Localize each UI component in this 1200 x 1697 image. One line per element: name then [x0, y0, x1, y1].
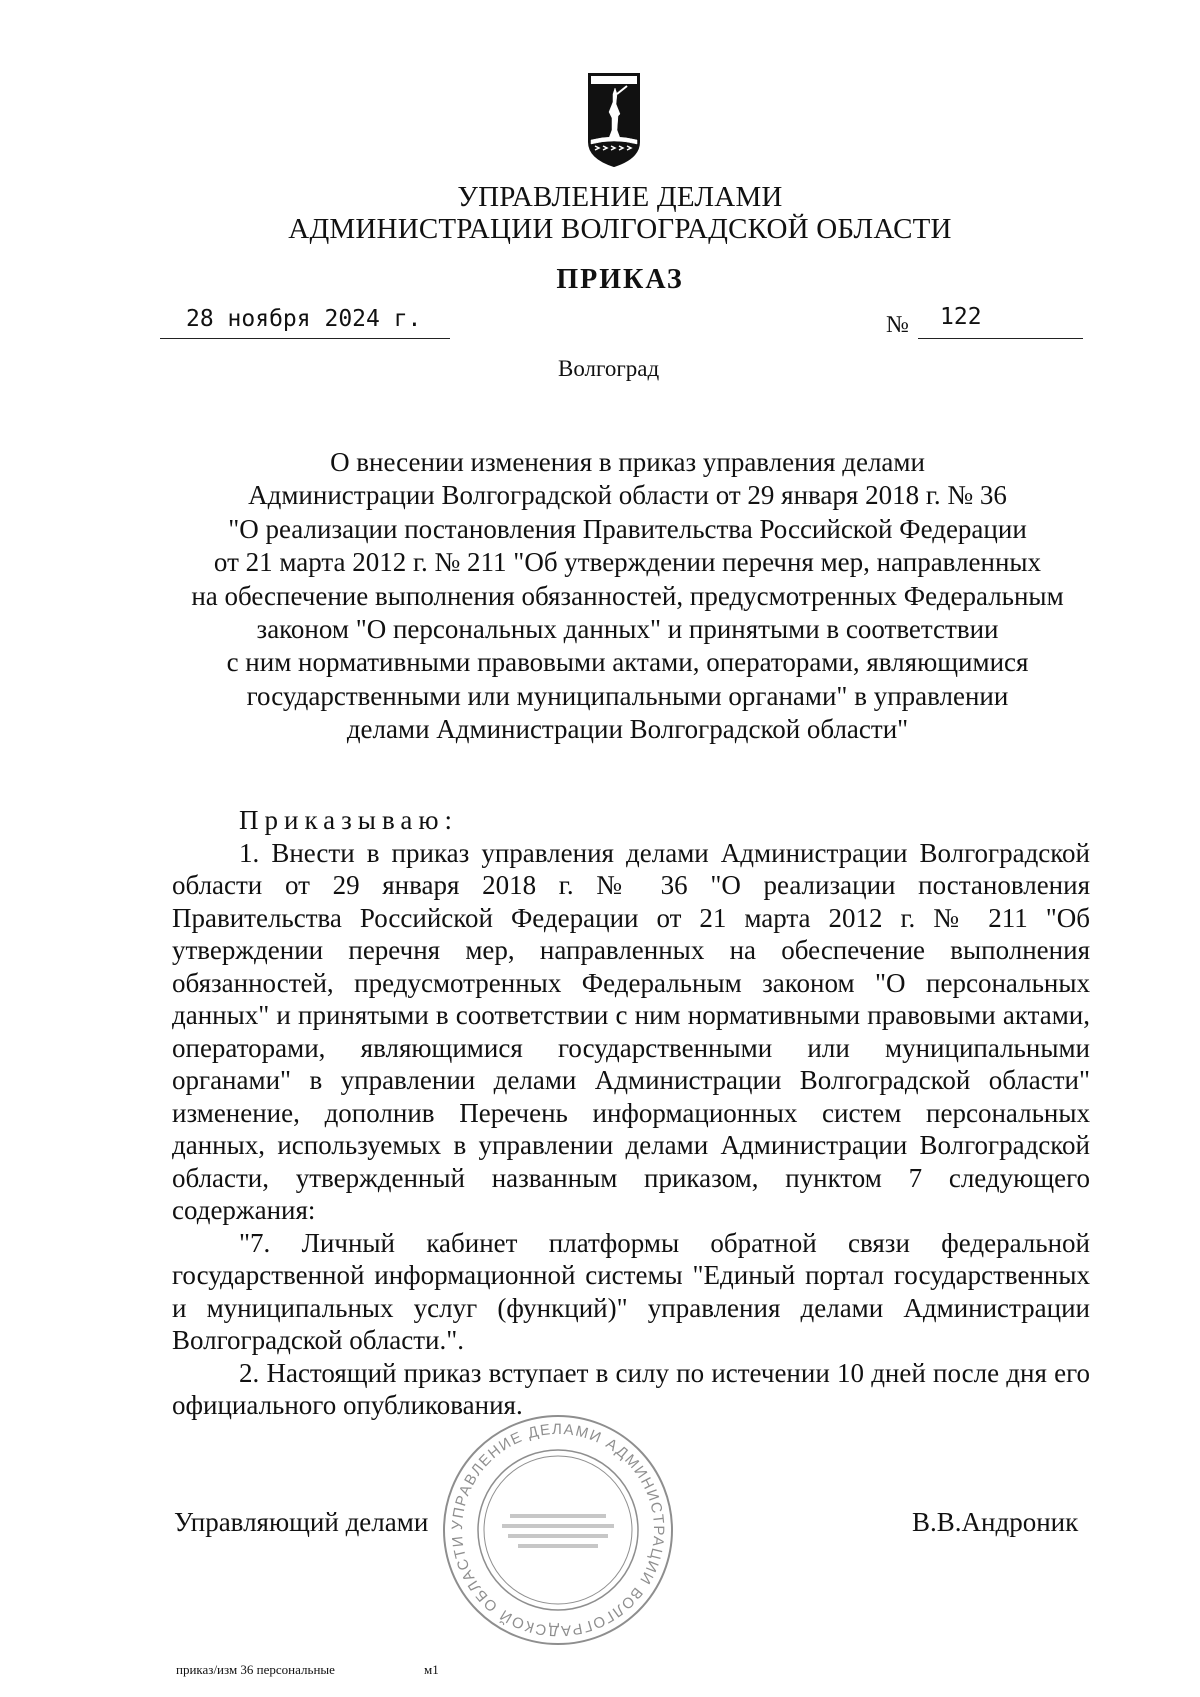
title-line: от 21 марта 2012 г. № 211 "Об утверждении перечня мер, направленных [213, 547, 1042, 578]
paragraph-1: 1. Внести в приказ управления делами Администрации Волгоградской области от 29 января 2018 г. № 36 "О реализации постановления Правительства Российской Федерации от 21 марта 2012 г. № 211 "Об утверждении перечня мер, направленных на обеспечение выполнения обязанностей, предусмотренных Федеральным законом "О персональных данных" и принятыми в соответствии с ним нормативными правовыми актами, операторами, являющимися государственными или муниципальными органами" в управлении делами Администрации Волгоградской области" изменение, дополнив Перечень информационных систем персональных данных, используемых в управлении делами Администрации Волгоградской области, утвержденный названным приказом, пунктом 7 следующего содержания: [172, 837, 1090, 1225]
document-date: 28 ноября 2024 г. [186, 306, 422, 332]
title-line: "О реализации постановления Правительства Российской Федерации [228, 513, 1027, 544]
svg-text:УПРАВЛЕНИЕ ДЕЛАМИ АДМИНИСТРАЦИ [449, 1421, 667, 1639]
city: Волгоград [558, 356, 660, 381]
title-line: с ним нормативными правовыми актами, операторами, являющимися [226, 647, 1029, 678]
org-name-line-1: УПРАВЛЕНИЕ ДЕЛАМИ [457, 181, 783, 213]
title-line: на обеспечение выполнения обязанностей, предусмотренных Федеральным [191, 580, 1064, 611]
title-line: делами Администрации Волгоградской области" [346, 714, 909, 745]
title-line: Администрации Волгоградской области от 29 января 2018 г. № 36 [248, 480, 1007, 511]
document-body [172, 804, 1090, 1422]
coat-of-arms-icon [587, 72, 641, 168]
title-line: государственными или муниципальными органами" в управлении [246, 680, 1009, 711]
decree-word: Приказываю: [239, 805, 458, 835]
paragraph-quote: "7. Личный кабинет платформы обратной связи федеральной государственной информационной системы "Единый портал государственных и муниципальных услуг (функций)" управления делами Администрации Волгоградской области.". [172, 1227, 1090, 1355]
stamp-text: УПРАВЛЕНИЕ ДЕЛАМИ АДМИНИСТРАЦИИ ВОЛГОГРАДСКОЙ ОБЛАСТИ [448, 1420, 668, 1640]
document-type: ПРИКАЗ [556, 264, 684, 295]
number-sign: № [886, 312, 909, 338]
signatory-position: Управляющий делами [174, 1507, 429, 1537]
document-number: 122 [940, 304, 982, 330]
official-stamp-icon [438, 1410, 678, 1650]
org-name-line-2: АДМИНИСТРАЦИИ ВОЛГОГРАДСКОЙ ОБЛАСТИ [288, 213, 952, 245]
title-line: О внесении изменения в приказ управления делами [330, 447, 925, 477]
signatory-name: В.В.Андроник [912, 1507, 1079, 1537]
footer-file-ref: приказ/изм 36 персональные [176, 1662, 335, 1677]
document-title [160, 446, 1095, 747]
title-line: законом "О персональных данных" и принятыми в соответствии [256, 614, 999, 645]
date-underline [160, 338, 450, 339]
paragraph-2: 2. Настоящий приказ вступает в силу по истечении 10 дней после дня его официального опубликования. [172, 1357, 1090, 1420]
footer-mark: м1 [424, 1662, 439, 1677]
number-underline [918, 338, 1083, 339]
